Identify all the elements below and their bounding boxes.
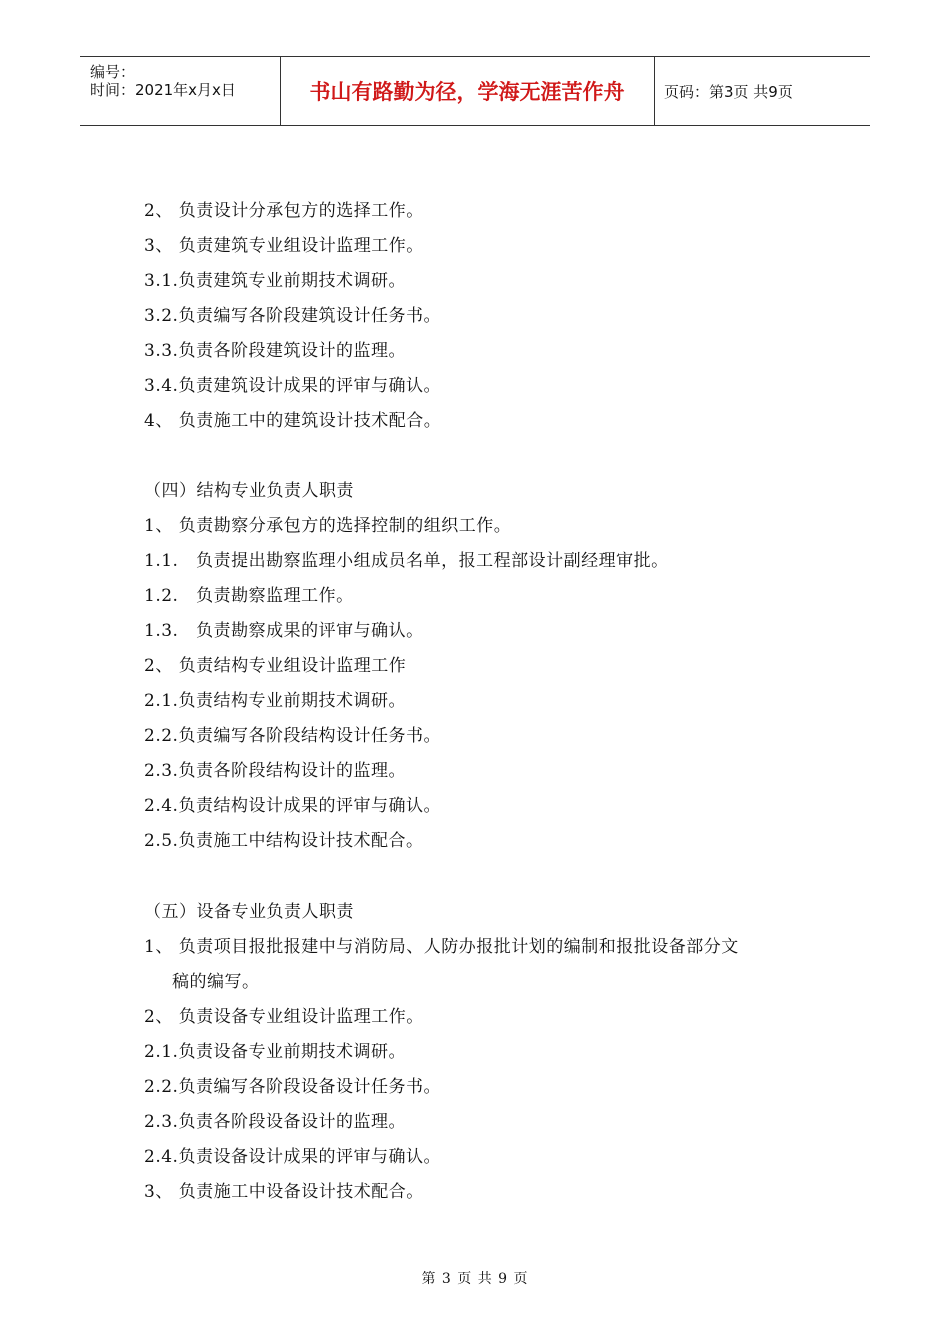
text-line: 2、 负责设计分承包方的选择工作。 <box>144 201 424 221</box>
document-time: 时间：2021年x月x日 <box>90 81 236 99</box>
text-line: 3.3.负责各阶段建筑设计的监理。 <box>144 341 406 361</box>
text-line: 1、 负责项目报批报建中与消防局、人防办报批计划的编制和报批设备部分文 <box>144 937 739 957</box>
text-line: 2.2.负责编写各阶段结构设计任务书。 <box>144 726 441 746</box>
text-line: 2.5.负责施工中结构设计技术配合。 <box>144 831 424 851</box>
text-line: 2.4.负责结构设计成果的评审与确认。 <box>144 796 441 816</box>
text-line: 4、 负责施工中的建筑设计技术配合。 <box>144 411 442 431</box>
text-line: 2.3.负责各阶段结构设计的监理。 <box>144 761 406 781</box>
text-line: 2.3.负责各阶段设备设计的监理。 <box>144 1112 406 1132</box>
text-line: 3.2.负责编写各阶段建筑设计任务书。 <box>144 306 441 326</box>
text-line: 2.4.负责设备设计成果的评审与确认。 <box>144 1147 441 1167</box>
page-footer: 第 3 页 共 9 页 <box>421 1271 529 1287</box>
text-line: 稿的编写。 <box>172 972 260 992</box>
header-meta <box>80 57 281 125</box>
text-line: 3.4.负责建筑设计成果的评审与确认。 <box>144 376 441 396</box>
section-heading: （五）设备专业负责人职责 <box>144 902 354 922</box>
text-line: 2.1.负责设备专业前期技术调研。 <box>144 1042 406 1062</box>
text-line: 2.1.负责结构专业前期技术调研。 <box>144 691 406 711</box>
header-motto: 书山有路勤为径，学海无涯苦作舟 <box>280 57 655 125</box>
text-line: 1、 负责勘察分承包方的选择控制的组织工作。 <box>144 516 512 536</box>
text-line: 3、 负责建筑专业组设计监理工作。 <box>144 236 424 256</box>
text-line: 2.2.负责编写各阶段设备设计任务书。 <box>144 1077 441 1097</box>
section-heading: （四）结构专业负责人职责 <box>144 481 354 501</box>
text-line: 1.1. 负责提出勘察监理小组成员名单，报工程部设计副经理审批。 <box>144 551 669 571</box>
text-line: 3.1.负责建筑专业前期技术调研。 <box>144 271 406 291</box>
document-number-label: 编号： <box>90 63 136 81</box>
text-line: 3、 负责施工中设备设计技术配合。 <box>144 1182 424 1202</box>
header-page-info: 页码：第3页 共9页 <box>664 82 793 101</box>
text-line: 2、 负责设备专业组设计监理工作。 <box>144 1007 424 1027</box>
text-line: 1.2. 负责勘察监理工作。 <box>144 586 354 606</box>
page-header <box>80 56 870 126</box>
text-line: 1.3. 负责勘察成果的评审与确认。 <box>144 621 424 641</box>
text-line: 2、 负责结构专业组设计监理工作 <box>144 656 407 676</box>
